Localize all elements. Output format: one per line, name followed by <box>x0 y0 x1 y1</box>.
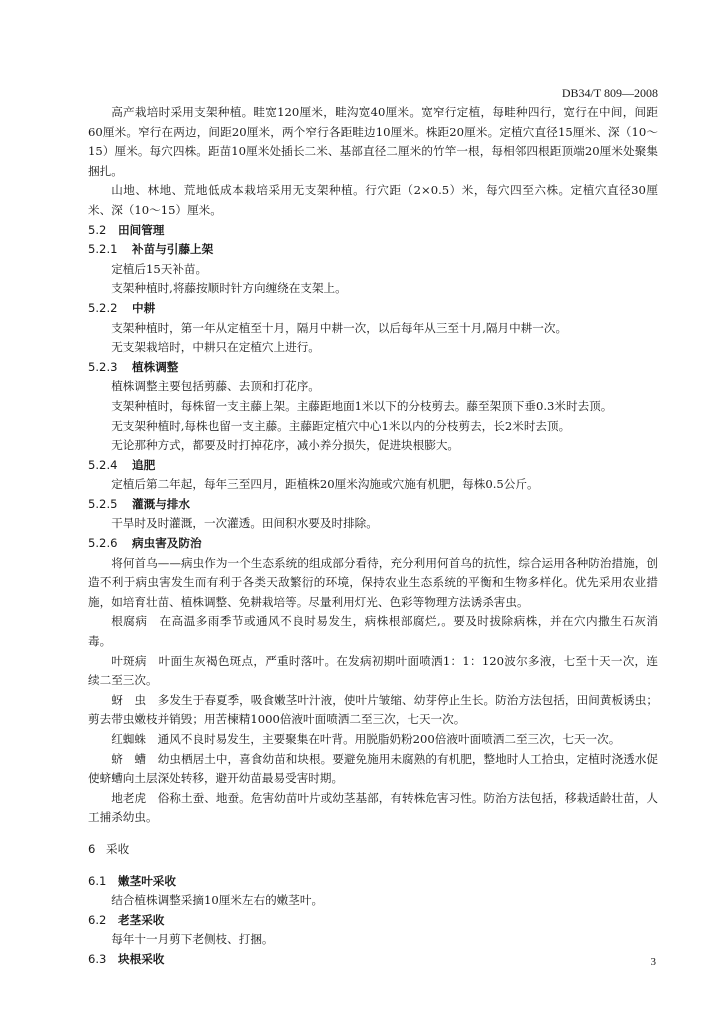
section-5-2-3-heading <box>88 358 658 378</box>
pest-label: 根腐病 <box>111 614 148 629</box>
section-5-2-heading <box>88 221 658 241</box>
pest-paragraph-aphid <box>88 691 658 730</box>
section-title: 田间管理 <box>118 222 165 237</box>
section-title: 嫩茎叶采收 <box>118 873 176 888</box>
section-title: 块根采收 <box>118 951 165 966</box>
pest-label: 蛴 螬 <box>111 751 147 766</box>
section-title: 病虫害及防治 <box>132 536 202 551</box>
section-title: 植株调整 <box>132 359 179 374</box>
section-title: 灌溉与排水 <box>132 496 190 511</box>
section-6-3-heading <box>88 950 658 970</box>
chapter-title: 采收 <box>106 841 130 856</box>
paragraph: 无论那种方式，都要及时打掉花序，减小养分损失，促进块根膨大。 <box>111 438 460 453</box>
paragraph: 支架种植时，第一年从定植至十月，隔月中耕一次，以后每年从三至十月,隔月中耕一次。 <box>111 320 568 335</box>
paragraph: 每年十一月剪下老侧枝、打捆。 <box>111 932 274 947</box>
section-5-2-2-heading <box>88 299 658 319</box>
section-5-2-6-heading <box>88 534 658 554</box>
pest-paragraph-grub <box>88 750 658 789</box>
chapter-6-heading <box>88 840 658 860</box>
paragraph: 支架种植时，每株留一支主藤上架。主藤距地面1米以下的分枝剪去。藤至架顶下垂0.3米时去顶。 <box>111 398 613 413</box>
paragraph: 植株调整主要包括剪藤、去顶和打花序。 <box>111 379 320 394</box>
paragraph-low-cost: 山地、林地、荒地低成本栽培采用无支架种植。行穴距（2×0.5）米，每穴四至六株。定植穴直径30厘米、深（10～15）厘米。 <box>88 183 658 217</box>
paragraph: 干旱时及时灌溉，一次灌透。田间积水要及时排除。 <box>111 516 378 531</box>
paragraph: 支架种植时,将藤按顺时针方向缠绕在支架上。 <box>111 281 347 296</box>
pest-text: 在高温多雨季节或通风不良时易发生，病株根部腐烂,。要及时拔除病株，并在穴内撒生石灰消毒。 <box>88 614 658 649</box>
pest-paragraph-cutworm <box>88 789 658 828</box>
document-code: DB34/T 809—2008 <box>561 86 658 100</box>
pest-paragraph-leaf-spot <box>88 652 658 691</box>
section-title: 补苗与引藤上架 <box>132 242 214 257</box>
pest-paragraph-red-spider <box>88 730 658 750</box>
paragraph: 定植后15天补苗。 <box>111 261 208 276</box>
section-number: 5.2.3 <box>88 359 118 374</box>
section-title: 追肥 <box>132 457 156 472</box>
paragraph: 结合植株调整采摘10厘米左右的嫩茎叶。 <box>111 893 324 908</box>
section-title: 老茎采收 <box>118 912 165 927</box>
section-number: 5.2 <box>88 222 107 237</box>
paragraph: 无支架种植时,每株也留一支主藤。主藤距定植穴中心1米以内的分枝剪去，长2米时去顶。 <box>111 418 571 433</box>
section-number: 5.2.2 <box>88 300 118 315</box>
section-5-2-1-heading <box>88 240 658 260</box>
section-number: 5.2.4 <box>88 457 118 472</box>
pest-text: 俗称土蚕、地蚕。危害幼苗叶片或幼茎基部，有转株危害习性。防治方法包括，移栽适龄壮苗，人工捕杀幼虫。 <box>88 790 658 825</box>
section-number: 6.2 <box>88 912 107 927</box>
pest-text: 通风不良时易发生，主要聚集在叶背。用脱脂奶粉200倍液叶面喷洒二至三次，七天一次。 <box>157 732 621 746</box>
document-body <box>88 103 658 970</box>
pest-paragraph-root-rot <box>88 612 658 651</box>
pest-text: 幼虫栖居土中，喜食幼苗和块根。要避免施用未腐熟的有机肥，整地时人工拾虫，定植时浇透水促使蛴螬向土层深处转移，避开幼苗最易受害时期。 <box>88 751 658 786</box>
section-number: 5.2.6 <box>88 536 118 551</box>
section-title: 中耕 <box>132 300 156 315</box>
page-number: 3 <box>650 956 656 968</box>
section-number: 5.2.5 <box>88 496 118 511</box>
pest-label: 叶斑病 <box>111 653 147 668</box>
section-number: 6.1 <box>88 873 107 888</box>
section-number: 5.2.1 <box>88 242 118 257</box>
paragraph: 定植后第二年起，每年三至四月，距植株20厘米沟施或穴施有机肥，每株0.5公斤。 <box>111 477 539 492</box>
section-6-1-heading <box>88 872 658 892</box>
pest-label: 红蜘蛛 <box>111 732 146 746</box>
pest-label: 地老虎 <box>111 790 147 805</box>
section-6-2-heading <box>88 911 658 931</box>
pest-label: 蚜 虫 <box>111 692 147 707</box>
pest-text: 多发生于春夏季，吸食嫩茎叶汁液，使叶片皱缩、幼芽停止生长。防治方法包括，田间黄板诱虫；剪去带虫嫩枝并销毁；用苦楝精1000倍液叶面喷洒二至三次，七天一次。 <box>88 692 658 727</box>
chapter-number: 6 <box>88 841 96 856</box>
section-5-2-4-heading <box>88 456 658 476</box>
section-number: 6.3 <box>88 951 107 966</box>
paragraph-high-yield: 高产栽培时采用支架种植。畦宽120厘米，畦沟宽40厘米。宽窄行定植，每畦种四行，宽行在中间，间距60厘米。窄行在两边，间距20厘米，两个窄行各距畦边10厘米。株距20厘米。定植穴直径15厘米、深（10～15）厘米。每穴四株。距苗10厘米处插长二米、基部直径二厘米的竹竿一根，每相邻四根距顶端20厘米处聚集捆扎。 <box>88 105 658 178</box>
pest-text: 叶面生灰褐色斑点，严重时落叶。在发病初期叶面喷洒1：1：120波尔多液，七至十天一次，连续二至三次。 <box>88 653 658 688</box>
paragraph: 将何首乌——病虫作为一个生态系统的组成部分看待，充分利用何首乌的抗性，综合运用各种防治措施，创造不利于病虫害发生而有利于各类天敌繁衍的环境，保持农业生态系统的平衡和生物多样化。优先采用农业措施，如培育壮苗、植株调整、免耕栽培等。尽量利用灯光、色彩等物理方法诱杀害虫。 <box>88 555 658 609</box>
section-5-2-5-heading <box>88 495 658 515</box>
paragraph: 无支架栽培时，中耕只在定植穴上进行。 <box>111 340 320 355</box>
